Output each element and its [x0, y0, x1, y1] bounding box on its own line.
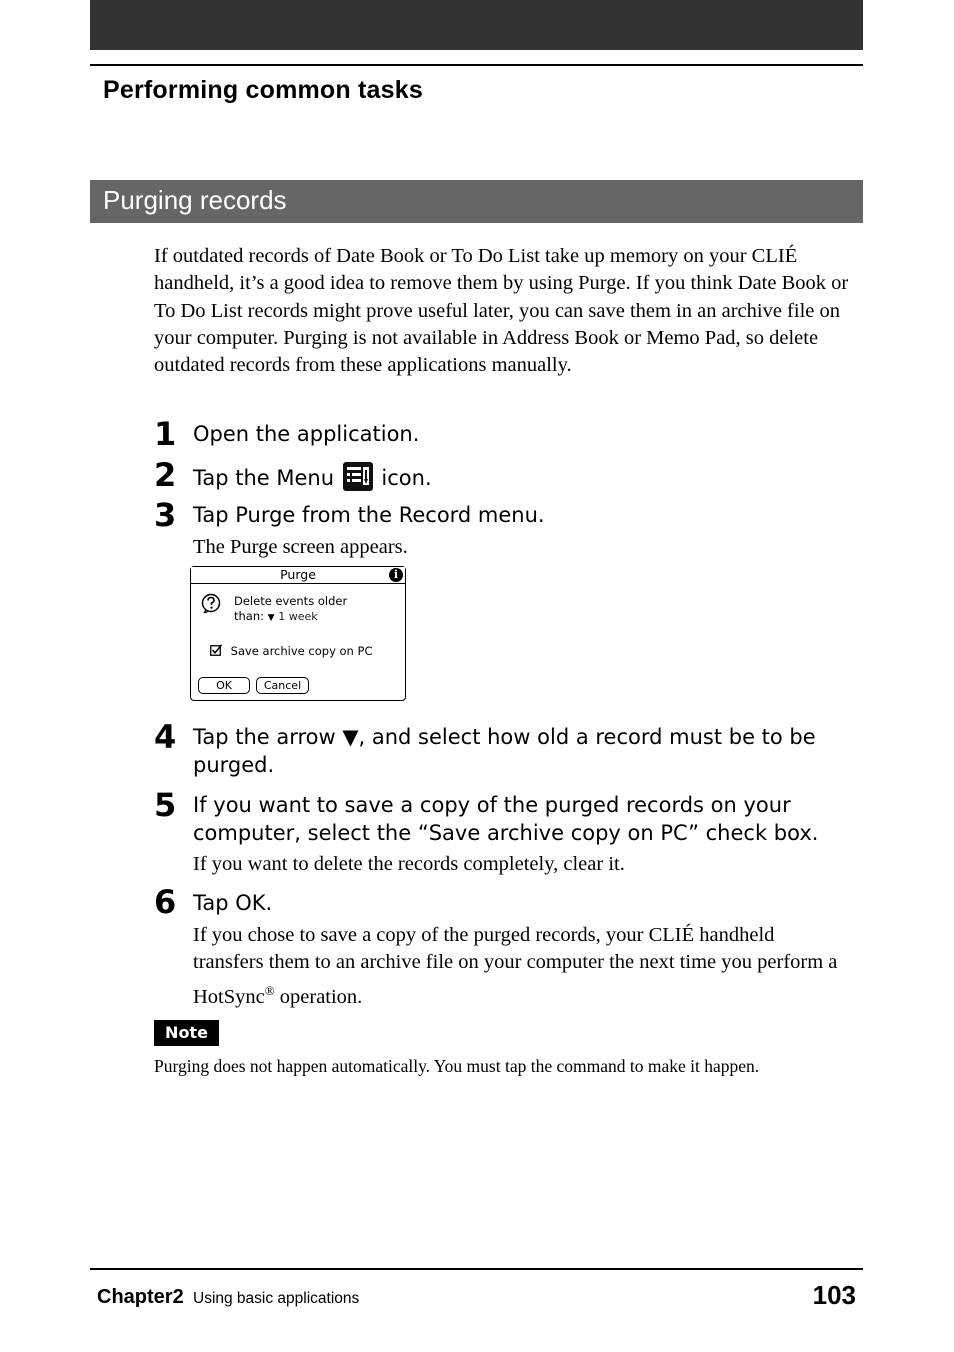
page-number: 103 — [812, 1280, 856, 1310]
note-text: Purging does not happen automatically. You must tap the command to make it happen. — [154, 1056, 760, 1076]
step-text: Tap OK. — [193, 891, 273, 915]
step-number: 2 — [154, 456, 177, 494]
ok-button[interactable]: OK — [198, 677, 250, 694]
header-rule — [90, 64, 863, 66]
dialog-message-line2 — [234, 609, 347, 626]
step-text-after: icon. — [381, 466, 432, 490]
dropdown-arrow-icon[interactable]: ▼ — [267, 613, 275, 623]
step-text-before: Tap the Menu — [193, 466, 335, 490]
menu-icon — [343, 462, 373, 491]
period-selector[interactable] — [268, 609, 318, 623]
save-archive-checkbox[interactable] — [210, 644, 372, 658]
step-text — [193, 462, 853, 493]
step-number: 6 — [154, 883, 177, 921]
step-number: 5 — [154, 786, 177, 824]
top-banner-bar — [90, 0, 863, 50]
step-body-main: If you chose to save a copy of the purged records, your CLIÉ handheld transfers them to an archive file on your computer the next time you perform a HotSync — [193, 924, 838, 1008]
footer-rule — [90, 1268, 863, 1270]
period-value[interactable]: 1 week — [278, 610, 318, 623]
dialog-message-line1: Delete events older — [234, 594, 348, 608]
step-body: The Purge screen appears. — [193, 536, 408, 558]
intro-paragraph: If outdated records of Date Book or To Do List take up memory on your CLIÉ handheld, it’s a good idea to remove them by using Purge. If you think Date Book or To Do List records might prove useful later, you can save them in an archive file on your computer. Purging is not available in Address Book or Memo Pad, so delete outdated records from these applications manually. — [154, 245, 849, 377]
question-icon — [201, 593, 221, 613]
dialog-message — [234, 594, 347, 626]
registered-mark: ® — [264, 982, 275, 998]
checkbox-checked-icon[interactable] — [210, 644, 222, 656]
step-body: If you want to delete the records completely, clear it. — [193, 853, 625, 875]
section-title: Purging records — [103, 185, 287, 215]
step-body-end: operation. — [274, 985, 363, 1008]
note-badge: Note — [154, 1020, 219, 1046]
dialog-message-line2-label: than: — [234, 609, 265, 623]
step-number: 1 — [154, 415, 177, 453]
dialog-titlebar — [191, 567, 405, 584]
footer-chapter-label: Chapter2 — [97, 1286, 184, 1308]
running-header-title: Performing common tasks — [103, 76, 423, 104]
cancel-button[interactable]: Cancel — [256, 677, 309, 694]
info-icon[interactable]: i — [389, 568, 403, 582]
step-number: 3 — [154, 496, 177, 534]
purge-dialog — [190, 566, 406, 701]
step-number: 4 — [154, 718, 177, 756]
step-text: Tap Purge from the Record menu. — [193, 503, 545, 527]
dialog-title: Purge — [280, 567, 316, 582]
checkbox-label: Save archive copy on PC — [230, 644, 373, 658]
step-body — [193, 922, 843, 1011]
step-text: If you want to save a copy of the purged records on your computer, select the “Save archive copy on PC” check box. — [193, 793, 819, 845]
step-text: Tap the arrow ▼, and select how old a record must be to be purged. — [193, 725, 816, 777]
step-text: Open the application. — [193, 422, 420, 446]
footer-chapter-title: Using basic applications — [193, 1290, 360, 1307]
